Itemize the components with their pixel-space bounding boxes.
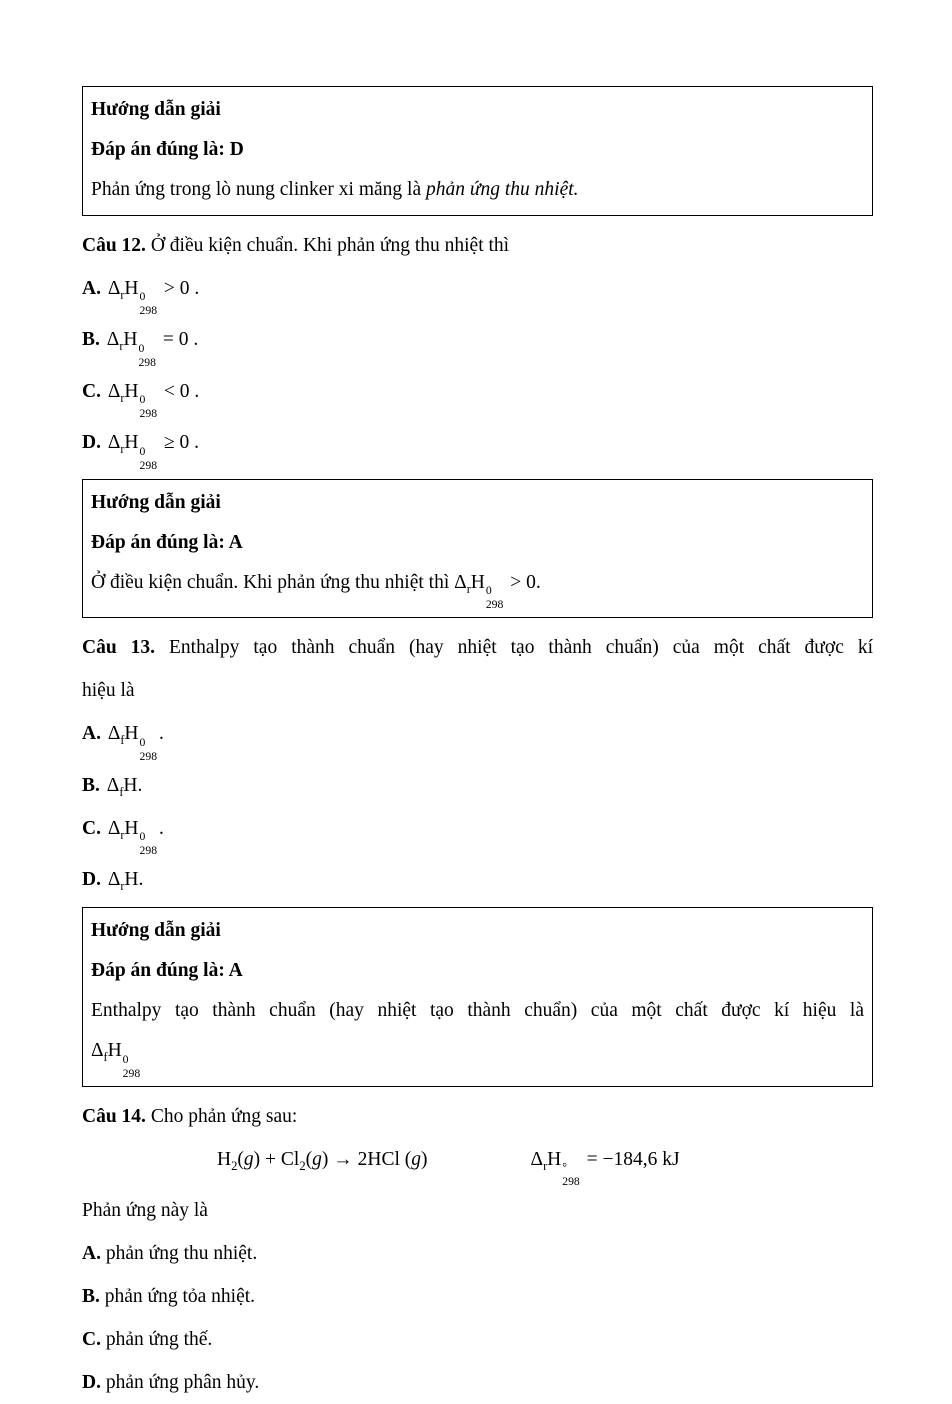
correct-answer-line: Đáp án đúng là: A bbox=[91, 531, 243, 553]
question-13 bbox=[82, 626, 873, 901]
h-symbol: H bbox=[124, 432, 139, 454]
delta-h-formula bbox=[107, 817, 164, 858]
solution-heading: Hướng dẫn giải bbox=[91, 99, 221, 120]
option-letter: B. bbox=[82, 1286, 100, 1308]
superscript: ° bbox=[562, 1161, 567, 1175]
superscript: 0 bbox=[139, 393, 146, 407]
delta-subscript: f bbox=[119, 784, 124, 799]
q13-stem-line2: hiệu là bbox=[82, 680, 135, 702]
supsub-stack bbox=[140, 290, 158, 318]
option-text: phản ứng phân hủy. bbox=[105, 1372, 260, 1394]
q14-stem2: Phản ứng này là bbox=[82, 1200, 208, 1222]
question-14 bbox=[82, 1095, 873, 1404]
delta-symbol: Δ bbox=[106, 774, 120, 796]
q12-stem bbox=[82, 224, 873, 267]
reaction-arrow-product: ) → 2HCl ( bbox=[321, 1148, 412, 1170]
q13-option-b bbox=[82, 764, 873, 807]
supsub-stack bbox=[140, 830, 158, 858]
h-symbol: H bbox=[123, 774, 138, 796]
h-symbol: H bbox=[547, 1148, 562, 1170]
correct-answer-line: Đáp án đúng là: A bbox=[91, 960, 243, 982]
h-symbol: H bbox=[107, 1040, 122, 1062]
chemical-equation bbox=[217, 1138, 428, 1181]
delta-h-formula bbox=[107, 723, 164, 763]
delta-symbol: Δ bbox=[530, 1148, 544, 1170]
paren: ( bbox=[305, 1148, 313, 1170]
q14-option-a bbox=[82, 1232, 873, 1275]
delta-h-formula bbox=[107, 380, 200, 421]
explanation-text: Ở điều kiện chuẩn. Khi phản ứng thu nhiệt thì bbox=[91, 571, 455, 593]
option-letter: A. bbox=[82, 723, 101, 745]
delta-subscript: r bbox=[120, 287, 125, 302]
q12-label: Câu 12. bbox=[82, 235, 146, 256]
correct-answer-line: Đáp án đúng là: D bbox=[91, 139, 244, 160]
subscript: 298 bbox=[562, 1175, 580, 1189]
option-letter: A. bbox=[82, 278, 101, 299]
formula-tail: > 0. bbox=[510, 571, 541, 593]
delta-symbol: Δ bbox=[91, 1040, 104, 1062]
option-text: phản ứng tỏa nhiệt. bbox=[104, 1286, 256, 1308]
h-symbol: H bbox=[124, 869, 139, 891]
delta-h-formula bbox=[107, 278, 200, 318]
q13-label: Câu 13. bbox=[82, 637, 156, 659]
formula-tail: < 0 . bbox=[163, 380, 200, 402]
q14-equation-line bbox=[82, 1138, 873, 1189]
q13-option-a bbox=[82, 712, 873, 763]
paren: ( bbox=[237, 1148, 244, 1170]
option-letter: B. bbox=[82, 774, 100, 796]
option-letter: B. bbox=[82, 329, 100, 351]
solution-box-q13 bbox=[82, 907, 873, 1086]
gas-state-symbol: g bbox=[243, 1148, 254, 1170]
subscript: 298 bbox=[139, 749, 158, 763]
superscript: 0 bbox=[122, 1052, 129, 1066]
superscript: 0 bbox=[139, 290, 146, 304]
solution-box-q11 bbox=[82, 86, 873, 216]
delta-subscript: r bbox=[466, 581, 471, 596]
q12-option-c bbox=[82, 370, 873, 421]
formula-tail: . bbox=[137, 774, 143, 796]
option-letter: A. bbox=[82, 1243, 101, 1265]
reactant-h: H bbox=[217, 1148, 232, 1170]
subscript: 298 bbox=[485, 598, 504, 612]
explanation-formula-line bbox=[91, 1031, 864, 1080]
delta-symbol: Δ bbox=[107, 380, 121, 402]
delta-symbol: Δ bbox=[107, 278, 121, 299]
supsub-stack bbox=[562, 1161, 580, 1189]
explanation-text: Phản ứng trong lò nung clinker xi măng là bbox=[91, 179, 426, 200]
formula-tail: . bbox=[159, 817, 164, 839]
explanation-line: Enthalpy tạo thành chuẩn (hay nhiệt tạo thành chuẩn) của một chất được kí hiệu là bbox=[91, 1000, 864, 1022]
delta-h-formula bbox=[107, 432, 199, 472]
q13-stem-line1 bbox=[82, 626, 873, 669]
delta-symbol: Δ bbox=[107, 432, 121, 454]
supsub-stack bbox=[486, 584, 504, 612]
option-letter: D. bbox=[82, 869, 101, 891]
delta-subscript: f bbox=[103, 1050, 108, 1065]
h-symbol: H bbox=[124, 278, 139, 299]
formula-tail: . bbox=[159, 723, 164, 745]
q13-option-d bbox=[82, 858, 873, 901]
delta-symbol: Δ bbox=[454, 571, 467, 593]
delta-symbol: Δ bbox=[107, 723, 121, 745]
h-symbol: H bbox=[124, 380, 139, 402]
cl2-subscript: 2 bbox=[299, 1158, 306, 1173]
option-letter: D. bbox=[82, 1372, 101, 1394]
q14-option-d bbox=[82, 1361, 873, 1404]
option-text: phản ứng thế. bbox=[105, 1329, 213, 1351]
explanation-italic-text: phản ứng thu nhiệt. bbox=[425, 179, 579, 200]
q12-stem-text: Ở điều kiện chuẩn. Khi phản ứng thu nhiệt thì bbox=[150, 235, 510, 256]
delta-h-formula bbox=[107, 869, 144, 894]
delta-subscript: r bbox=[120, 390, 125, 405]
q12-option-a bbox=[82, 267, 873, 318]
solution-heading: Hướng dẫn giải bbox=[91, 491, 221, 513]
solution-box-q12 bbox=[82, 479, 873, 618]
supsub-stack bbox=[138, 342, 156, 370]
delta-subscript: r bbox=[120, 827, 125, 842]
delta-symbol: Δ bbox=[107, 869, 121, 891]
delta-h-formula bbox=[106, 329, 199, 369]
delta-h-formula bbox=[106, 774, 143, 799]
option-letter: C. bbox=[82, 380, 101, 402]
delta-h-formula bbox=[91, 1040, 142, 1080]
subscript: 298 bbox=[138, 355, 156, 369]
supsub-stack bbox=[140, 445, 158, 473]
h-symbol: H bbox=[124, 817, 139, 839]
formula-tail: = 0 . bbox=[162, 329, 199, 351]
formula-tail: ≥ 0 . bbox=[163, 432, 199, 454]
delta-subscript: r bbox=[543, 1158, 548, 1173]
q13-option-c bbox=[82, 807, 873, 858]
delta-symbol: Δ bbox=[106, 329, 120, 351]
subscript: 298 bbox=[122, 1066, 141, 1080]
plus-cl: ) + Cl bbox=[253, 1148, 300, 1170]
option-letter: C. bbox=[82, 1329, 101, 1351]
supsub-stack bbox=[140, 736, 158, 764]
h-symbol: H bbox=[123, 329, 138, 351]
delta-subscript: r bbox=[119, 339, 124, 354]
q14-option-c bbox=[82, 1318, 873, 1361]
q14-option-b bbox=[82, 1275, 873, 1318]
formula-tail: . bbox=[138, 869, 144, 891]
explanation-line bbox=[91, 170, 864, 210]
superscript: 0 bbox=[485, 584, 492, 598]
superscript: 0 bbox=[138, 341, 145, 355]
question-12 bbox=[82, 224, 873, 473]
q12-option-d bbox=[82, 421, 873, 472]
solution-heading: Hướng dẫn giải bbox=[91, 920, 221, 942]
option-text: phản ứng thu nhiệt. bbox=[105, 1243, 258, 1265]
option-letter: D. bbox=[82, 432, 101, 454]
subscript: 298 bbox=[139, 458, 158, 472]
q13-stem-text: Enthalpy tạo thành chuẩn (hay nhiệt tạo thành chuẩn) của một chất được kí bbox=[169, 637, 873, 659]
gas-state-symbol: g bbox=[411, 1148, 422, 1170]
delta-symbol: Δ bbox=[107, 817, 121, 839]
h-symbol: H bbox=[124, 723, 139, 745]
enthalpy-value: = −184,6 kJ bbox=[586, 1148, 680, 1170]
supsub-stack bbox=[123, 1053, 141, 1081]
delta-h-formula bbox=[454, 571, 541, 612]
delta-subscript: r bbox=[120, 442, 125, 457]
delta-subscript: r bbox=[120, 879, 125, 894]
delta-subscript: f bbox=[120, 733, 125, 748]
q14-stem bbox=[82, 1095, 873, 1138]
h2-subscript: 2 bbox=[231, 1158, 238, 1173]
superscript: 0 bbox=[139, 735, 146, 749]
delta-h-value bbox=[531, 1138, 680, 1189]
gas-state-symbol: g bbox=[312, 1148, 322, 1170]
subscript: 298 bbox=[139, 844, 158, 858]
option-letter: C. bbox=[82, 817, 101, 839]
superscript: 0 bbox=[139, 444, 146, 458]
q12-option-b bbox=[82, 318, 873, 369]
q14-label: Câu 14. bbox=[82, 1105, 146, 1127]
h-symbol: H bbox=[470, 571, 485, 593]
paren: ) bbox=[421, 1148, 428, 1170]
explanation-line bbox=[91, 563, 864, 612]
superscript: 0 bbox=[139, 830, 146, 844]
subscript: 298 bbox=[139, 304, 158, 318]
supsub-stack bbox=[140, 393, 158, 421]
subscript: 298 bbox=[139, 407, 158, 421]
q14-stem-text: Cho phản ứng sau: bbox=[150, 1105, 298, 1127]
formula-tail: > 0 . bbox=[163, 278, 200, 299]
